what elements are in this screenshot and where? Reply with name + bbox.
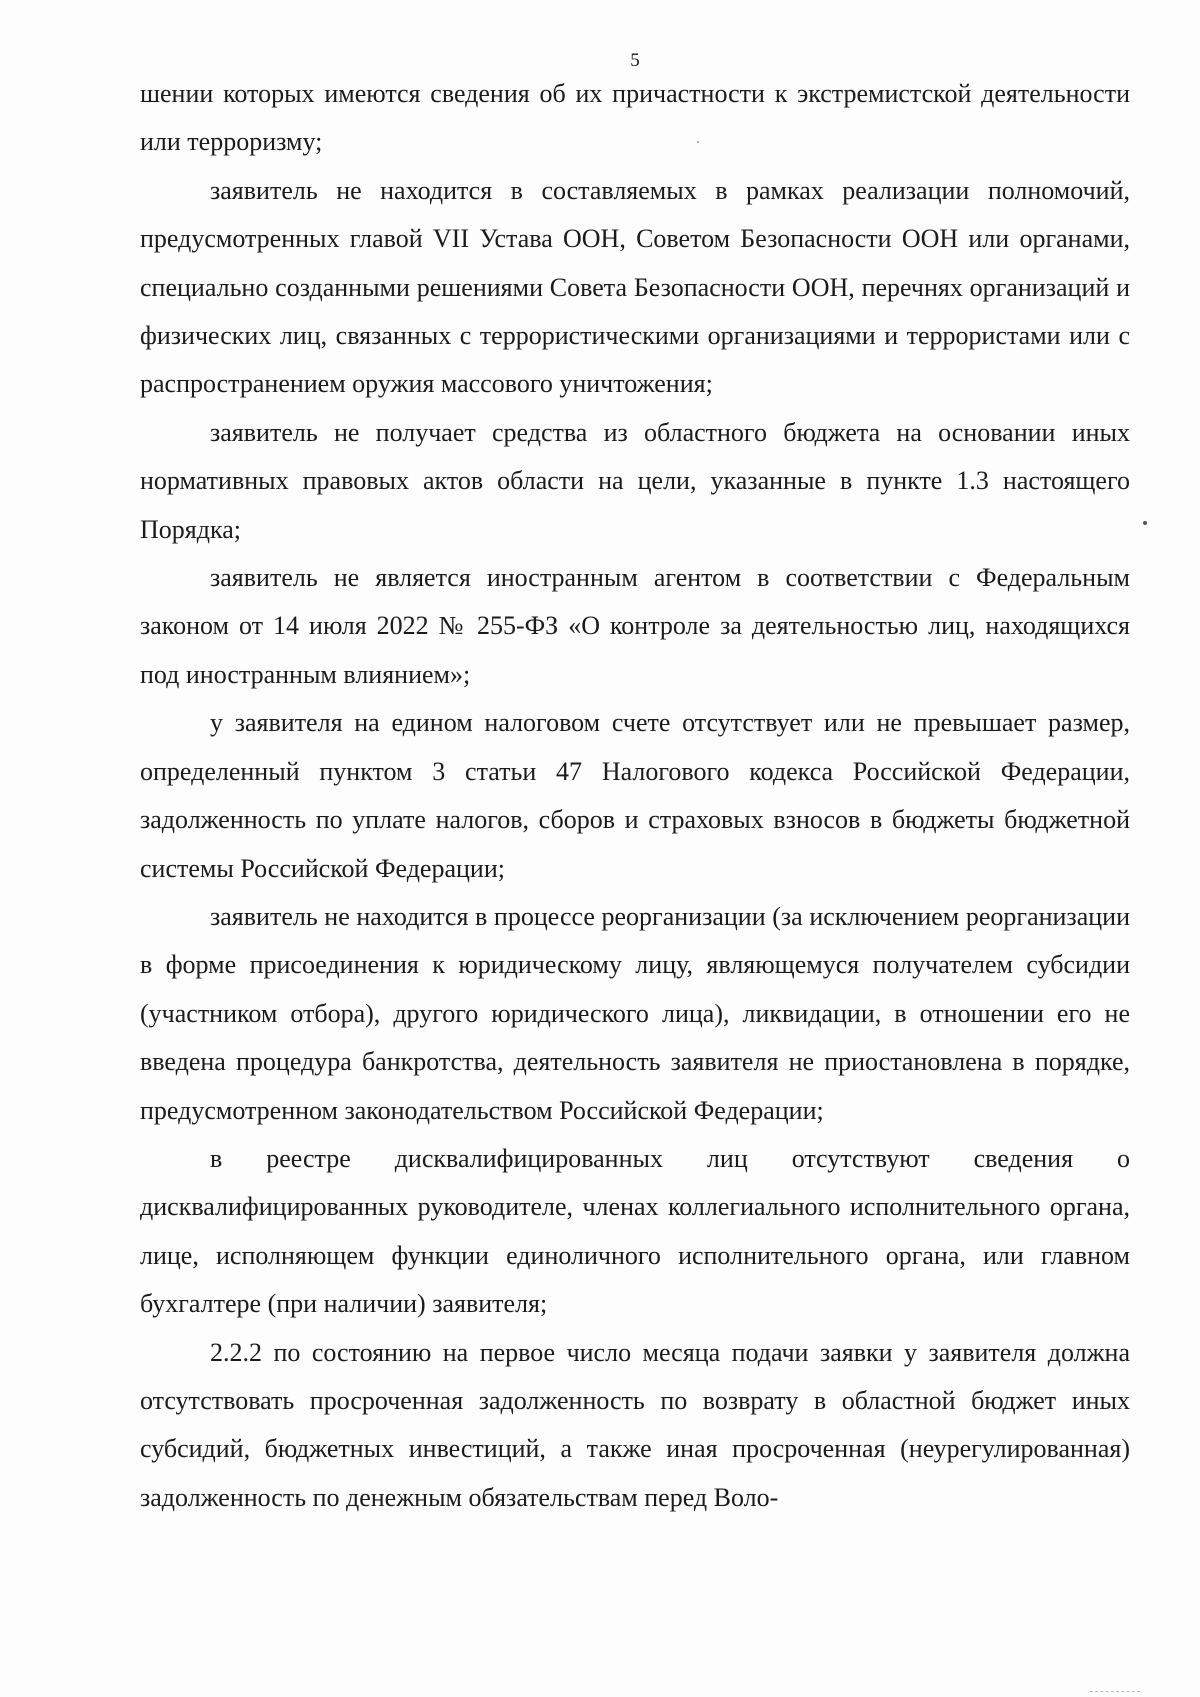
document-body <box>140 70 1130 1522</box>
scan-artifact <box>1090 1691 1140 1695</box>
scan-speck <box>1143 521 1147 525</box>
paragraph-disqualified-persons: в реестре дисквалифицированных лиц отсутствуют сведения о дисквалифицированных руководителе, членах коллегиального исполнительного органа, лице, исполняющем функции единоличного исполнительного органа, или главном бухгалтере (при наличии) заявителя; <box>140 1143 1130 1319</box>
paragraph-tax-debt: у заявителя на едином налоговом счете отсутствует или не превышает размер, определенный пунктом 3 статьи 47 Налогового кодекса Российской Федерации, задолженность по уплате налогов, сборов и страховых взносов в бюджеты бюджетной системы Российской Федерации; <box>140 708 1130 883</box>
paragraph-reorganization: заявитель не находится в процессе реорганизации (за исключением реорганизации в форме присоединения к юридическому лицу, являющемуся получателем субсидии (участником отбора), другого юридического лица), ликвидации, в отношении его не введена процедура банкротства, деятельность заявителя не приостановлена в порядке, предусмотренном законодательством Российской Федерации; <box>140 901 1130 1125</box>
paragraph-regional-budget: заявитель не получает средства из областного бюджета на основании иных нормативных правовых актов области на цели, указанные в пункте 1.3 настоящего Порядка; <box>140 417 1130 544</box>
page-number: 5 <box>630 50 640 71</box>
paragraph-continuation: шении которых имеются сведения об их причастности к экстремистской деятельности или терроризму; <box>140 79 1130 157</box>
scan-speck <box>697 141 699 143</box>
paragraph-un-sanctions: заявитель не находится в составляемых в рамках реализации полномочий, предусмотренных главой VII Устава ООН, Советом Безопасности ООН или органами, специально созданными решениями Совета Безопасности ООН, перечнях организаций и физических лиц, связанных с террористическими организациями и террористами или с распространением оружия массового уничтожения; <box>140 175 1130 399</box>
paragraph-foreign-agent: заявитель не является иностранным агентом в соответствии с Федеральным законом от 14 июля 2022 № 255-ФЗ «О контроле за деятельностью лиц, находящихся под иностранным влиянием»; <box>140 563 1130 689</box>
paragraph-2-2-2: 2.2.2 по состоянию на первое число месяца подачи заявки у заявителя должна отсутствовать просроченная задолженность по возврату в областной бюджет иных субсидий, бюджетных инвестиций, а также иная просроченная (неурегулированная) задолженность по денежным обязательствам перед Воло- <box>140 1337 1130 1512</box>
